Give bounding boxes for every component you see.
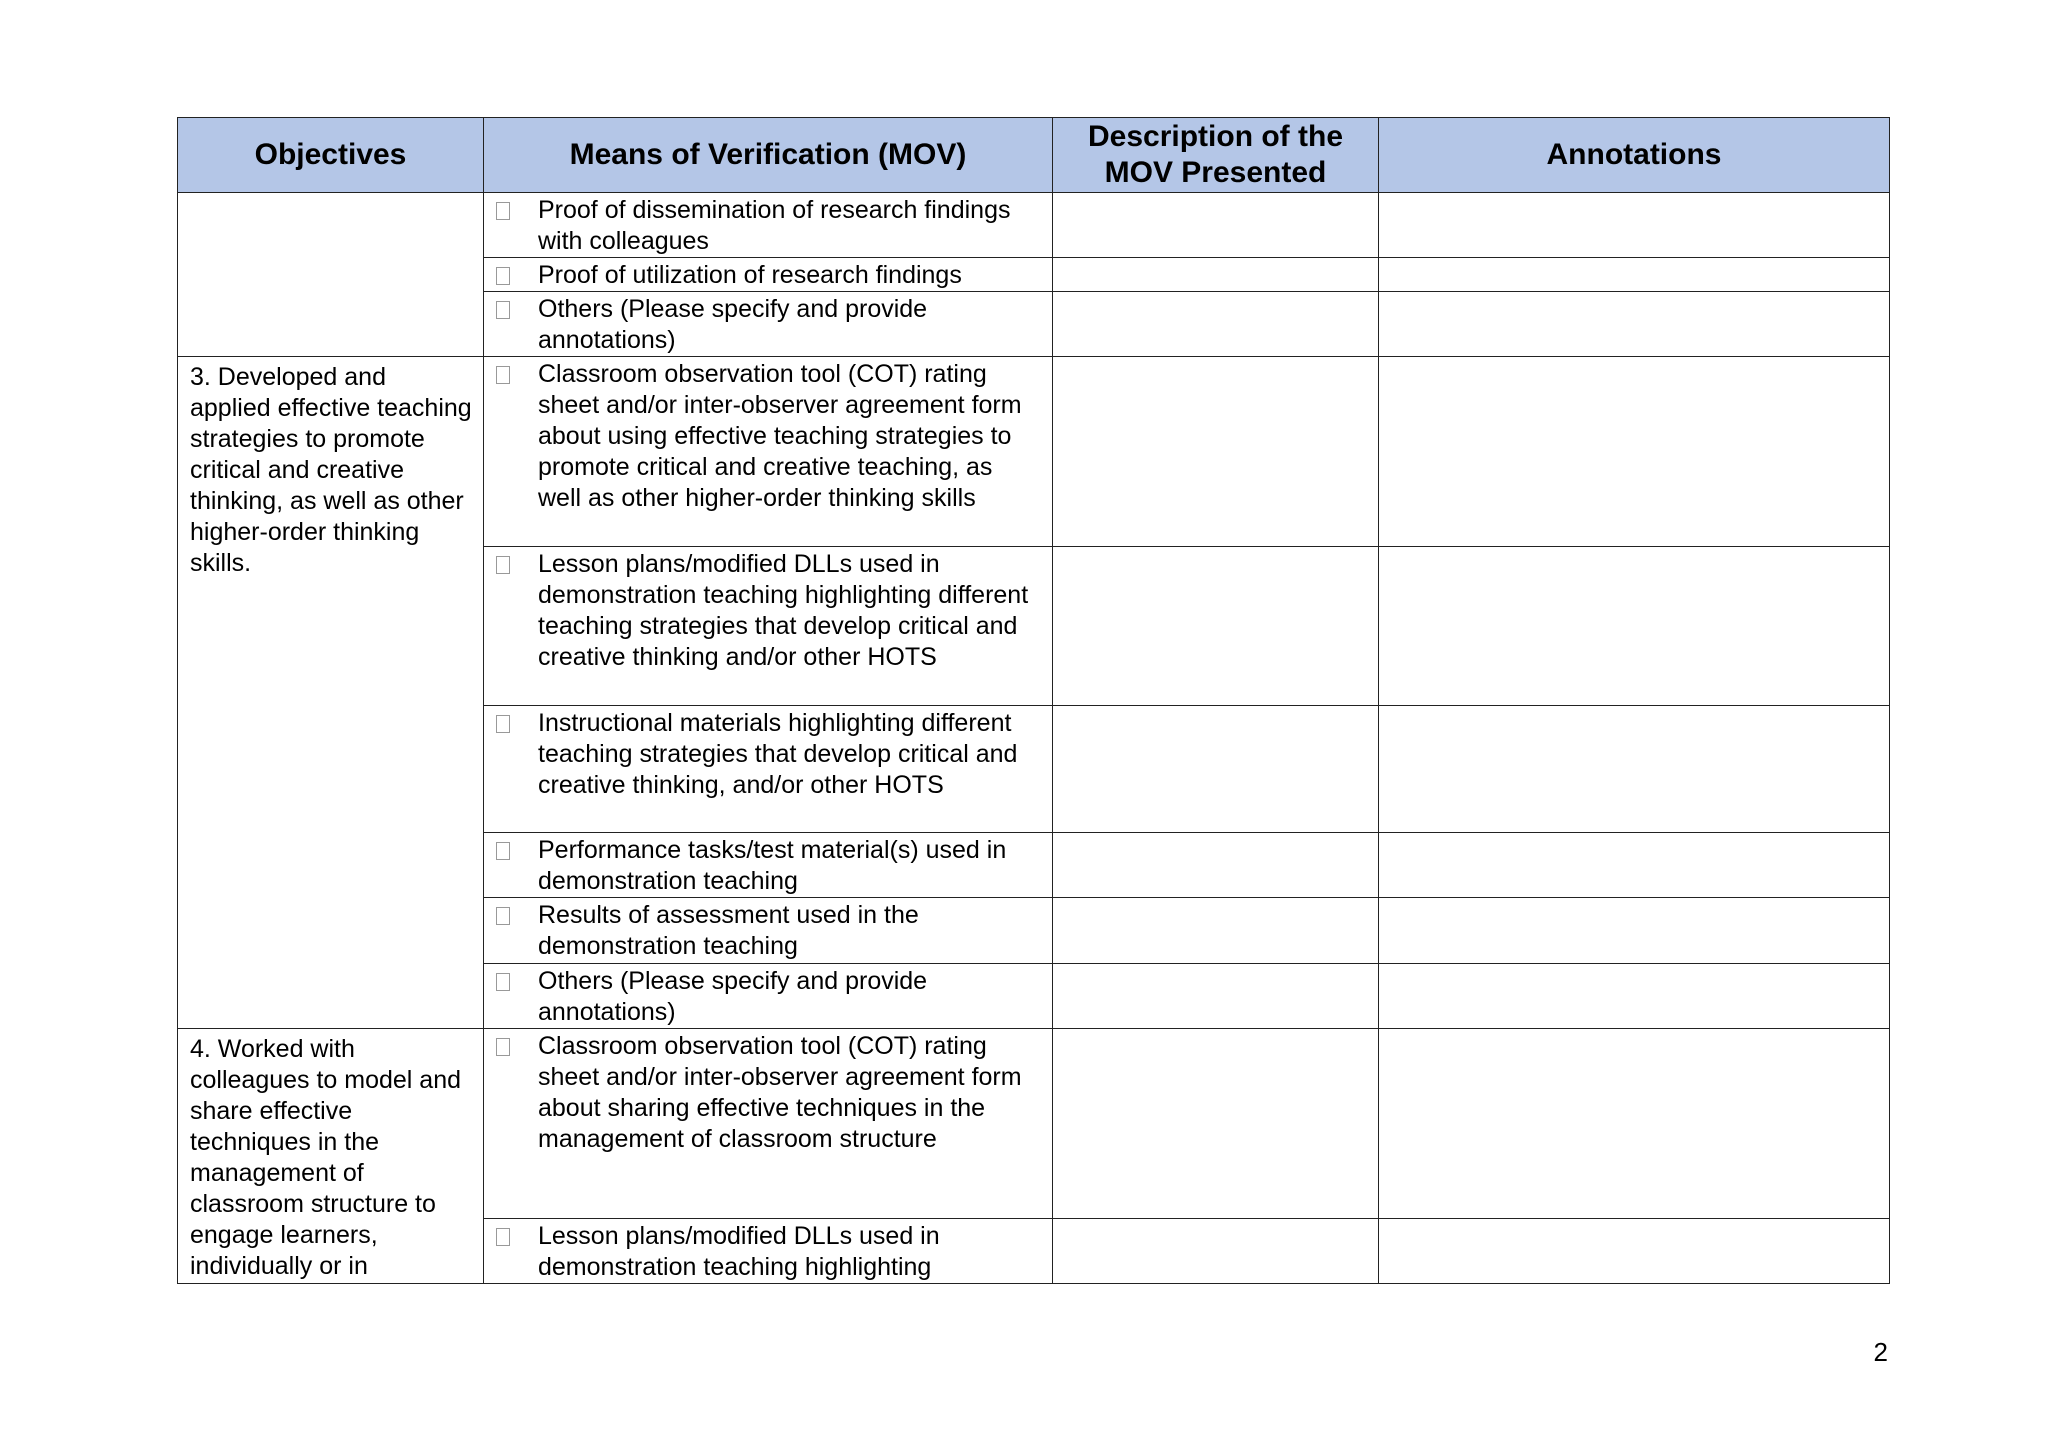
header-objectives: Objectives [178,118,484,193]
mov-item [484,1029,1053,1219]
table-row [178,357,1890,547]
annotation-cell[interactable] [1379,964,1890,1029]
objective-4: 4. Worked with colleagues to model and share effective techniques in the management of classroom structure to engage learners, individually or in [178,1029,484,1284]
mov-item [484,357,1053,547]
annotation-cell[interactable] [1379,258,1890,292]
annotation-cell[interactable] [1379,1219,1890,1284]
mov-item [484,547,1053,706]
mov-item-text: Instructional materials highlighting different teaching strategies that develop critical and creative thinking, and/or other HOTS [538,709,1018,799]
checkbox[interactable] [496,301,510,319]
mov-item-text: Others (Please specify and provide annotations) [538,295,928,354]
description-cell[interactable] [1053,706,1379,833]
checkbox[interactable] [496,907,510,925]
annotation-cell[interactable] [1379,706,1890,833]
description-cell[interactable] [1053,1219,1379,1284]
header-mov: Means of Verification (MOV) [484,118,1053,193]
table-row [178,1029,1890,1219]
checkbox[interactable] [496,202,510,220]
mov-item-text: Classroom observation tool (COT) rating sheet and/or inter-observer agreement form about using effective teaching strategies to promote critical and creative teaching, as well as other higher-order thinking skills [538,360,1022,512]
mov-item [484,258,1053,292]
mov-item [484,193,1053,258]
description-cell[interactable] [1053,193,1379,258]
mov-item [484,706,1053,833]
description-cell[interactable] [1053,833,1379,898]
description-cell[interactable] [1053,964,1379,1029]
objective-cell-continued [178,193,484,357]
annotation-cell[interactable] [1379,1029,1890,1219]
description-cell[interactable] [1053,357,1379,547]
description-cell[interactable] [1053,1029,1379,1219]
checkbox[interactable] [496,715,510,733]
mov-item-text: Others (Please specify and provide annotations) [538,967,928,1026]
mov-table [177,117,1890,1284]
description-cell[interactable] [1053,292,1379,357]
checkbox[interactable] [496,973,510,991]
checkbox[interactable] [496,842,510,860]
mov-item [484,964,1053,1029]
mov-item [484,1219,1053,1284]
description-cell[interactable] [1053,547,1379,706]
header-annotations: Annotations [1379,118,1890,193]
mov-item-text: Lesson plans/modified DLLs used in demonstration teaching highlighting different teaching strategies that develop critical and creative thinking and/or other HOTS [538,550,1029,671]
description-cell[interactable] [1053,258,1379,292]
mov-item [484,833,1053,898]
checkbox[interactable] [496,366,510,384]
table-header-row [178,118,1890,193]
page-number: 2 [1873,1337,1888,1367]
description-cell[interactable] [1053,898,1379,964]
mov-item-text: Performance tasks/test material(s) used in demonstration teaching [538,836,1007,895]
header-description: Description of the MOV Presented [1053,118,1379,193]
mov-item [484,292,1053,357]
annotation-cell[interactable] [1379,357,1890,547]
checkbox[interactable] [496,556,510,574]
mov-item-text: Proof of utilization of research findings [538,261,962,289]
checkbox[interactable] [496,1038,510,1056]
mov-item-text: Lesson plans/modified DLLs used in demonstration teaching highlighting [538,1222,940,1281]
annotation-cell[interactable] [1379,547,1890,706]
annotation-cell[interactable] [1379,898,1890,964]
mov-item-text: Proof of dissemination of research findings with colleagues [538,196,1011,255]
mov-item-text: Classroom observation tool (COT) rating sheet and/or inter-observer agreement form about sharing effective techniques in the management of classroom structure [538,1032,1022,1153]
checkbox[interactable] [496,1228,510,1246]
annotation-cell[interactable] [1379,833,1890,898]
annotation-cell[interactable] [1379,193,1890,258]
objective-3: 3. Developed and applied effective teaching strategies to promote critical and creative thinking, as well as other higher-order thinking skills. [178,357,484,1029]
table-row [178,193,1890,258]
mov-item-text: Results of assessment used in the demonstration teaching [538,901,919,960]
checkbox[interactable] [496,267,510,285]
annotation-cell[interactable] [1379,292,1890,357]
mov-item [484,898,1053,964]
